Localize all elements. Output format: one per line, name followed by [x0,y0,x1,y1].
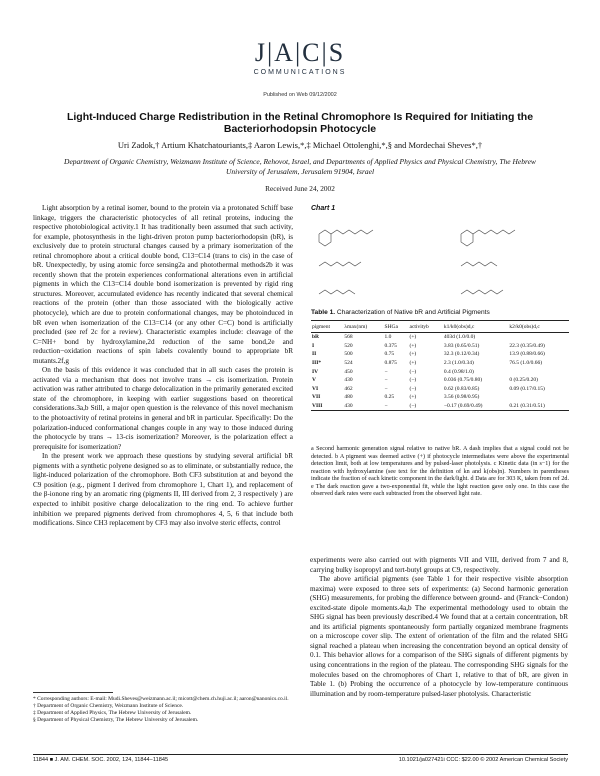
received-date: Received June 24, 2002 [265,184,335,193]
footer-doi: 10.1021/ja027421i CCC: $22.00 © 2002 American Chemical Society [398,757,568,763]
chromophore-structure [319,290,355,294]
table-cell: (−) [409,385,417,392]
table-cell: 0.875 [384,360,397,367]
table-cell: 430 [343,402,383,411]
affiliations: Department of Organic Chemistry, Weizmann Institute of Science, Rehovot, Israel, and Departments of Applied Physics and Physical Chemistry, The Hebrew University of Jerusalem, Jerusalem 91904, Israel [64,157,536,176]
table-cell [508,393,569,402]
table-cell: 3.83 (0.65/0.51) [443,342,480,349]
table-cell: 450 [344,368,353,375]
table-cell: 403d (1.0/0.0) [443,334,476,341]
table-cell: 0.09 (0.17/0.15) [509,385,545,392]
column-header: k2/k0(obs)d,c [508,321,569,333]
table-cell: (+) [409,334,417,341]
table-cell: 0.62 (0.83/0.85) [443,385,480,392]
table-row [311,385,569,394]
table-cell: −0.17 (0.69/0.49) [443,402,509,411]
footnote: ‡ Department of Applied Physics, The Hebrew University of Jerusalem. [33,709,192,716]
footnotes [33,696,295,724]
table-cell: 0.75 [384,351,395,358]
table-cell [508,367,569,376]
table-cell: (+) [409,360,417,367]
column-header: λmax(nm) [343,321,383,333]
table-row [311,376,569,385]
table-cell: 76.5 (1.0/0.66) [509,360,543,367]
table-cell: 430 [344,377,353,384]
page-footer [33,754,568,763]
table-cell: − [384,368,388,375]
table-row [311,333,569,342]
publication-date: Published on Web 09/12/2002 [263,92,337,98]
table-cell: (+) [409,342,417,349]
author-list: Uri Zadok,† Artium Khatchatouriants,‡ Aaron Lewis,*,‡ Michael Ottolenghi,*,§ and Mordechai Sheves*,† [117,140,483,150]
table-cell: 0.4 (0.98/1.0) [443,368,474,375]
table-cell: 3.56 (0.98/0.95) [443,394,480,401]
table-cell: 13.9 (0.88/0.66) [509,351,545,358]
table-cell: (+) [409,351,417,358]
chromophore-structure [461,230,515,234]
paragraph: The above artificial pigments (see Table 1 for their respective visible absorption maxima) were exposed to three sets of experiments: (a) Second harmonic generation (SHG) measurements, for probing the difference between ground- and (Franck−Condon) excited-state dipole moments.4a,b The experimental methodology used to obtain the SHG signal has been previously described.4 We found that at a certain concentration, bR and its artificial pigments spontaneously form partially organized membrane fragments on a microscope cover slip. The extent of orientation of the film and the related SHG signal reached a plateau when increasing the concentration beyond an optical density of 0.1. This behavior allows for a comparison of the SHG signals of different pigments by using concentrations in the region of the plateau. The corresponding SHG signals for the molecules based on the chromophores of Chart 1, relative to that of bR, are given in Table 1. (b) Probing the occurrence of a photocycle by low-temperature continuous illumination and by room-temperature pulsed-laser photolysis. Characteristic [310,575,568,698]
table-row [311,350,569,359]
table-row [311,393,569,402]
table-cell: 480 [344,394,353,401]
table-cell: 22.3 (0.35/0.49) [509,342,545,349]
table-cell: 32.3 (0.12/0.34) [443,351,480,358]
table-cell: 462 [344,385,353,392]
column-header: k1/k0(obs)d,c [443,321,509,333]
table-row [311,402,569,411]
footnote: § Department of Physical Chemistry, The Hebrew University of Jerusalem. [33,716,199,723]
table-cell: 0.21 (0.31/0.51) [508,402,569,411]
table-row [311,367,569,376]
left-column-body [33,204,293,529]
chart-label: Chart 1 [311,205,336,212]
chemical-structures-figure [311,214,569,306]
column-header: SHGa [384,321,409,333]
table-cell: − [384,402,409,411]
table-cell: 1.0 [384,334,392,341]
chromophore-structure [319,262,361,266]
footnote: † Department of Organic Chemistry, Weizmann Institute of Science. [33,702,184,709]
table-row [311,342,569,351]
table-cell: 524 [344,360,353,367]
table-cell: 568 [344,334,353,341]
paragraph: On the basis of this evidence it was concluded that in all such cases the protein is activated via a mechanism that does not involve trans → cis isomerization. Protein activation was rather attributed to charge delocalization in the primarily generated excited state of the chromophore, in keeping with earlier suggestions based on theoretical considerations.3a,b Still, a major open question is the relevance of this novel mechanism to the photoactivity of retinal proteins in general and bR in particular. Specifically: Do the polarization-induced conformational changes couple in any way to those induced during the photocycle by trans → 13-cis isomerization? Moreover, is the polarization effect a prerequisite for isomerization? [33,366,293,451]
paragraph: Light absorption by a retinal isomer, bound to the protein via a protonated Schiff base linkage, triggers the characteristic photocycles of all retinal proteins, inducing the respective photobiological activity.1 It has traditionally been assumed that such activity, for example, photosynthesis in the light-driven proton pump bacteriorhodopsin (bR), is exclusively due to protein structural changes caused by a primary isomerization of the retinal chromophore about a critical double bond, C13=C14 (trans to cis) in the case of bR. Unexpectedly, by using atomic force sensing2a and photothermal methods2b it was recently shown that the protein experiences conformational alterations even in artificial pigments in which the C13=C14 double bond isomerization is prevented by rigid ring structures. Moreover, accumulated evidence has recently indicated that several chemical reactions of the protein (other than those associated with the biologically active photocycle), which are due to protein conformational changes, may be photoinduced in bR even when isomerization of the C13=C14 (or any other C=C) bond is artificially precluded (see ref 2c for a review). Characteristic examples include: cleavage of the C=NH+ bond by hydroxylamine,2d reduction of the same bond,2e and reduction−oxidation reactions of spin labels covalently bound to appropriate bR mutants.2f,g [33,204,293,365]
table-cell: I [312,342,315,349]
paragraph: experiments were also carried out with pigments VII and VIII, derived from 7 and 8, carrying bulky isopropyl and tert-butyl groups at C9, respectively. [310,556,568,574]
chromophore-structure [319,230,373,234]
table-row [311,359,569,368]
table-cell: V [312,377,316,384]
table-cell: (−) [409,377,417,384]
article-title: Light-Induced Charge Redistribution in the Retinal Chromophore Is Required for Initiating the Bacteriorhodopsin Photocycle [66,111,534,135]
table-cell: (−) [409,368,417,375]
column-header: pigment [311,321,343,333]
table-cell: − [384,385,388,392]
footnote: * Corresponding authors: E-mail: Mudi.Sheves@weizmann.ac.il; micott@chem.ch.huji.ac.il; aaron@nanonics.co.il. [33,696,289,702]
table-cell: II [312,351,317,358]
table-cell: 2.3 (1.0/0.34) [443,360,474,367]
table-cell: 500 [344,351,353,358]
pigment-table [311,320,569,411]
column-header: activityb [409,321,443,333]
table-cell: VIII [311,402,343,411]
chromophore-structure [461,290,503,294]
table-cell: VII [312,394,321,401]
table-header-row [311,321,569,333]
table-cell: bR [312,334,320,341]
footnote-rule [33,692,113,693]
table-cell: VI [312,385,319,392]
chromophore-structure [461,262,497,266]
table-cell: (−) [409,402,443,411]
table-footnote: a Second harmonic generation signal relative to native bR. A dash implies that a signal could not be detected. b A pigment was deemed active (+) if photocycle intermediates were above the experimental detection limit, both at low temperatures and by pulsed-laser photolysis. c Kinetic data (in s−1) for the reaction with hydroxylamine (see text for the definition of kn and k(obs)n). Numbers in parentheses indicate the fraction of each kinetic component in the dark/light. d Data are for 303 K, taken from ref 2d. e The dark reaction gave a two-exponential fit, while the light reaction gave only one. In this case the observed dark rates were each subtracted from the observed light rate. [311,446,569,497]
right-column-body [310,556,568,699]
table-cell: IV [312,368,319,375]
table-cell: (+) [409,394,417,401]
table-cell: 0 (0.25/0.20) [509,377,538,384]
journal-logo-subtitle: COMMUNICATIONS [253,69,347,76]
table-cell: 0.375 [384,342,397,349]
table-cell: 0.036 (0.75/0.80) [443,377,483,384]
table-cell: 0.25 [384,394,395,401]
journal-logo: J|A|C|S [254,38,346,67]
paragraph: In the present work we approach these questions by studying several artificial bR pigments with a synthetic polyene designed so as to eliminate, or substantially reduce, the light-induced polarization of the chromophore. Both CF3 substitution at and beyond the C9 position (e.g., pigment I derived from chromophore 1, Chart 1), and replacement of the β-ionone ring by an aromatic ring (pigments II, III derived from 2, 3 respectively ) are expected to inhibit positive charge delocalization to the ring end. To achieve further inhibition we prepared pigments derived from chromophores 4, 5, 6 that include both modifications. Since CH3 replacement by CF3 may also involve steric effects, control [33,452,293,528]
table-cell: 520 [344,342,353,349]
table-title: Table 1. Characterization of Native bR and Artificial Pigments [311,309,490,316]
table-cell: − [384,377,388,384]
table-cell [508,333,569,342]
footer-citation: 11844 ■ J. AM. CHEM. SOC. 2002, 124, 11844−11845 [33,757,169,763]
table-cell: III* [312,360,322,367]
